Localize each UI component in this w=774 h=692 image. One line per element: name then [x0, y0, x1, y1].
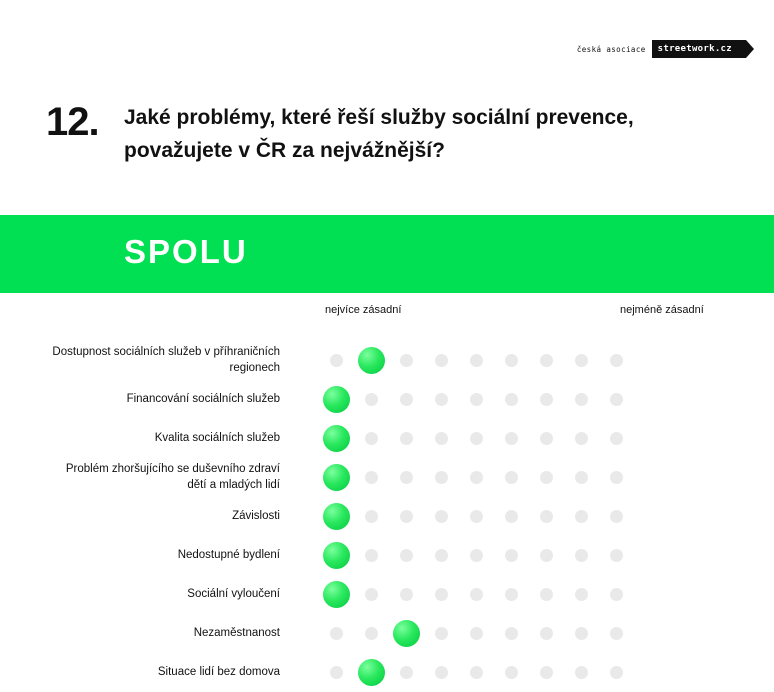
chart-dot	[575, 588, 588, 601]
chart-dot	[400, 666, 413, 679]
chart-row-dots	[330, 458, 623, 497]
dot-chart	[0, 293, 774, 678]
chart-dot	[575, 666, 588, 679]
question-number: 12.	[46, 100, 99, 144]
chart-dot	[540, 471, 553, 484]
chart-dot	[470, 393, 483, 406]
chart-row	[0, 380, 774, 419]
chart-dot	[505, 354, 518, 367]
chart-dot	[575, 549, 588, 562]
chart-row-label: Dostupnost sociálních služeb v příhraničních regionech	[52, 345, 280, 374]
chart-dot	[505, 588, 518, 601]
chart-dot	[400, 432, 413, 445]
chart-dot	[365, 471, 378, 484]
chart-row-dots	[330, 341, 623, 380]
axis-label-most-important: nejvíce zásadní	[325, 304, 402, 316]
chart-dot	[505, 510, 518, 523]
chart-row	[0, 419, 774, 458]
green-band	[0, 215, 774, 293]
chart-dot	[330, 666, 343, 679]
chart-row-label: Situace lidí bez domova	[157, 665, 280, 678]
chart-row-dots	[330, 497, 623, 536]
chart-dot-selected	[393, 620, 420, 647]
chart-row-label: Sociální vyloučení	[187, 587, 280, 600]
chart-row-dots	[330, 536, 623, 575]
chart-row-label: Nedostupné bydlení	[177, 548, 280, 561]
chart-dot	[330, 627, 343, 640]
chart-dot	[610, 588, 623, 601]
chart-dot	[505, 627, 518, 640]
chart-dot	[575, 510, 588, 523]
chart-dot	[435, 393, 448, 406]
chart-dot	[400, 393, 413, 406]
chart-dot	[610, 666, 623, 679]
chart-dot	[610, 471, 623, 484]
chart-dot-selected	[358, 659, 385, 686]
chart-dot	[365, 588, 378, 601]
chart-dot	[470, 354, 483, 367]
chart-dot	[505, 432, 518, 445]
chart-dot	[365, 510, 378, 523]
chart-row-label: Kvalita sociálních služeb	[154, 431, 280, 444]
chart-row-label: Problém zhoršujícího se duševního zdraví dětí a mladých lidí	[65, 462, 280, 491]
chart-row-dots	[330, 653, 623, 692]
chart-dot	[400, 354, 413, 367]
chart-row-label: Financování sociálních služeb	[126, 392, 280, 405]
question-text: Jaké problémy, které řeší služby sociální prevence, považujete v ČR za nejvážnější?	[124, 106, 634, 162]
chart-dot	[470, 666, 483, 679]
chart-row	[0, 575, 774, 614]
chart-dot	[540, 432, 553, 445]
chart-row-label: Nezaměstnanost	[193, 626, 280, 639]
logo-association-text: česká asociace	[576, 44, 646, 54]
chart-dot-selected	[323, 542, 350, 569]
chart-dot	[435, 549, 448, 562]
chart-dot	[470, 588, 483, 601]
chart-dot	[470, 549, 483, 562]
chart-dot	[435, 510, 448, 523]
chart-dot	[575, 393, 588, 406]
chart-dot-selected	[323, 386, 350, 413]
chart-dot	[435, 354, 448, 367]
chart-dot	[365, 432, 378, 445]
chart-dot	[610, 432, 623, 445]
chart-dot	[610, 510, 623, 523]
chart-dot	[400, 588, 413, 601]
chart-row-dots	[330, 614, 623, 653]
chart-dot	[505, 666, 518, 679]
band-title: SPOLU	[124, 233, 248, 270]
chart-dot	[540, 549, 553, 562]
chart-dot-selected	[323, 464, 350, 491]
chart-dot	[400, 510, 413, 523]
chart-dot	[540, 666, 553, 679]
chart-dot	[435, 588, 448, 601]
chart-dot	[540, 588, 553, 601]
chart-row	[0, 614, 774, 653]
chart-dot-selected	[323, 425, 350, 452]
chart-dot-selected	[323, 503, 350, 530]
chart-row	[0, 497, 774, 536]
chart-dot	[610, 549, 623, 562]
logo-badge: streetwork.cz	[652, 40, 746, 58]
chart-dot	[610, 627, 623, 640]
chart-dot	[575, 354, 588, 367]
chart-dot	[540, 354, 553, 367]
chart-dot	[435, 471, 448, 484]
chart-dot	[330, 354, 343, 367]
chart-rows	[0, 341, 774, 692]
chart-dot	[540, 393, 553, 406]
chart-dot	[470, 627, 483, 640]
chart-dot-selected	[358, 347, 385, 374]
chart-dot	[540, 510, 553, 523]
chart-row	[0, 458, 774, 497]
chart-row	[0, 653, 774, 692]
chart-dot	[365, 549, 378, 562]
chart-row-dots	[330, 419, 623, 458]
chart-row	[0, 341, 774, 380]
chart-dot	[365, 393, 378, 406]
chart-dot	[365, 627, 378, 640]
chart-dot	[505, 393, 518, 406]
chart-dot	[575, 432, 588, 445]
chart-row	[0, 536, 774, 575]
chart-dot-selected	[323, 581, 350, 608]
axis-label-least-important: nejméně zásadní	[620, 304, 704, 316]
chart-dot	[435, 432, 448, 445]
chart-row-dots	[330, 380, 623, 419]
brand-logo	[577, 40, 746, 58]
chart-dot	[610, 354, 623, 367]
chart-dot	[470, 510, 483, 523]
chart-row-dots	[330, 575, 623, 614]
chart-dot	[400, 471, 413, 484]
chart-dot	[435, 666, 448, 679]
chart-row-label: Závislosti	[232, 509, 280, 522]
chart-dot	[470, 471, 483, 484]
chart-dot	[505, 471, 518, 484]
chart-dot	[400, 549, 413, 562]
chart-dot	[575, 627, 588, 640]
chart-dot	[575, 471, 588, 484]
chart-dot	[610, 393, 623, 406]
chart-dot	[470, 432, 483, 445]
chart-dot	[540, 627, 553, 640]
chart-dot	[435, 627, 448, 640]
chart-dot	[505, 549, 518, 562]
